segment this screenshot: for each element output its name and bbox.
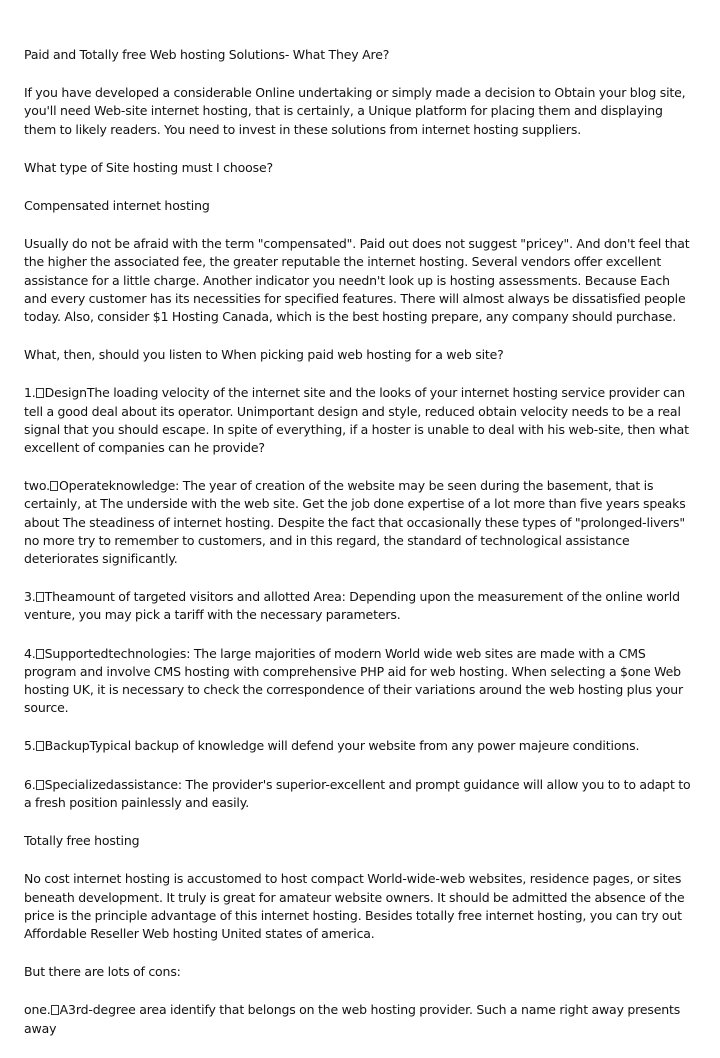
list-item [24,1001,696,1037]
list-item-lead: Operate [58,478,109,494]
paragraph [24,870,696,943]
list-item [24,477,696,568]
list-item-number: 5. [24,738,36,754]
paragraph-text: What type of Site hosting must I choose? [24,159,273,175]
paragraph-text: Paid and Totally free Web hosting Solutions- What They Are? [24,47,390,62]
paragraph [24,159,696,177]
list-item [24,776,696,812]
list-item-number: 4. [24,645,36,661]
list-item-number: two. [24,478,50,494]
list-item [24,737,696,755]
list-item [24,384,696,457]
paragraph-text: Compensated internet hosting [24,198,210,214]
paragraph-text: Typical backup of knowledge will defend your website from any power majeure conditions. [89,738,640,754]
list-item [24,588,696,624]
paragraph [24,235,696,326]
list-item-lead: The [44,589,68,605]
paragraph-text: amount of targeted visitors and allotted Area: Depending upon the measurement of the online world venture, you may pick a tariff with the necessary parameters. [24,589,680,623]
list-item-number: 6. [24,776,36,792]
list-item-lead: Design [44,385,87,401]
paragraph-text: If you have developed a considerable Online undertaking or simply made a decision to Obtain your blog site, you'll need Web-site internet hosting, that is certainly, a Unique platform for placing them and displaying them to likely readers. You need to invest in these solutions from internet hosting suppliers. [24,85,686,137]
paragraph [24,963,696,981]
paragraph-text: The loading velocity of the internet site and the looks of your internet hosting service provider can tell a good deal about its operator. Unimportant design and style, reduced obtain velocity needs to be a real signal that you should escape. In spite of everything, if a hoster is unable to deal with his web-site, then what excellent of companies can he provide? [24,385,689,456]
missing-glyph-icon [36,592,44,602]
paragraph-text: assistance: The provider's superior-excellent and prompt guidance will allow you to to adapt to a fresh position painlessly and easily. [24,776,691,810]
paragraph-text: But there are lots of cons: [24,964,181,980]
list-item-lead: Supported [44,645,109,661]
list-item-number: one. [24,1002,51,1018]
missing-glyph-icon [50,481,58,491]
list-item-number: 1. [24,385,36,401]
paragraph [24,46,696,64]
missing-glyph-icon [36,649,44,659]
paragraph-text: 3rd-degree area identify that belongs on the web hosting provider. Such a name right away presents away [24,1002,681,1036]
paragraph-text: technologies: The large majorities of modern World wide web sites are made with a CMS program and involve CMS hosting with comprehensive PHP aid for web hosting. When selecting a $one Web hosting UK, it is necessary to check the correspondence of their variations around the web hosting plus your source. [24,645,683,716]
paragraph [24,84,696,139]
list-item-lead: Backup [44,738,90,754]
paragraph [24,197,696,215]
paragraph-text: What, then, should you listen to When picking paid web hosting for a web site? [24,347,504,363]
paragraph-text: No cost internet hosting is accustomed to host compact World-wide-web websites, residence pages, or sites beneath development. It truly is great for amateur website owners. It should be admitted the absence of the price is the principle advantage of this internet hosting. Besides totally free internet hosting, you can try out Affordable Reseller Web hosting United states of america. [24,871,685,941]
paragraph-text: Totally free hosting [24,833,140,849]
paragraph [24,346,696,364]
missing-glyph-icon [36,388,44,398]
list-item-number: 3. [24,589,36,605]
missing-glyph-icon [36,741,44,751]
missing-glyph-icon [36,780,44,790]
document-body [24,46,696,1058]
list-item-lead: A [59,1002,69,1018]
paragraph-text: knowledge: The year of creation of the website may be seen during the basement, that is certainly, at The underside with the web site. Get the job done expertise of a lot more than five years speaks about The steadiness of internet hosting. Despite the fact that occasionally these types of "prolonged-livers" no more try to remember to customers, and in this regard, the standard of technological assistance deteriorates significantly. [24,478,686,567]
list-item-lead: Specialized [44,776,114,792]
missing-glyph-icon [51,1005,59,1015]
list-item [24,645,696,718]
paragraph-text: Usually do not be afraid with the term "compensated". Paid out does not suggest "pricey". And don't feel that the higher the associated fee, the greater reputable the internet hosting. Several vendors offer excellent assistance for a little charge. Another indicator you needn't look up is hosting assessments. Because Each and every customer has its necessities for specified features. There will almost always be dissatisfied people today. Also, consider $1 Hosting Canada, which is the best hosting prepare, any company should purchase. [24,236,690,325]
paragraph [24,832,696,850]
